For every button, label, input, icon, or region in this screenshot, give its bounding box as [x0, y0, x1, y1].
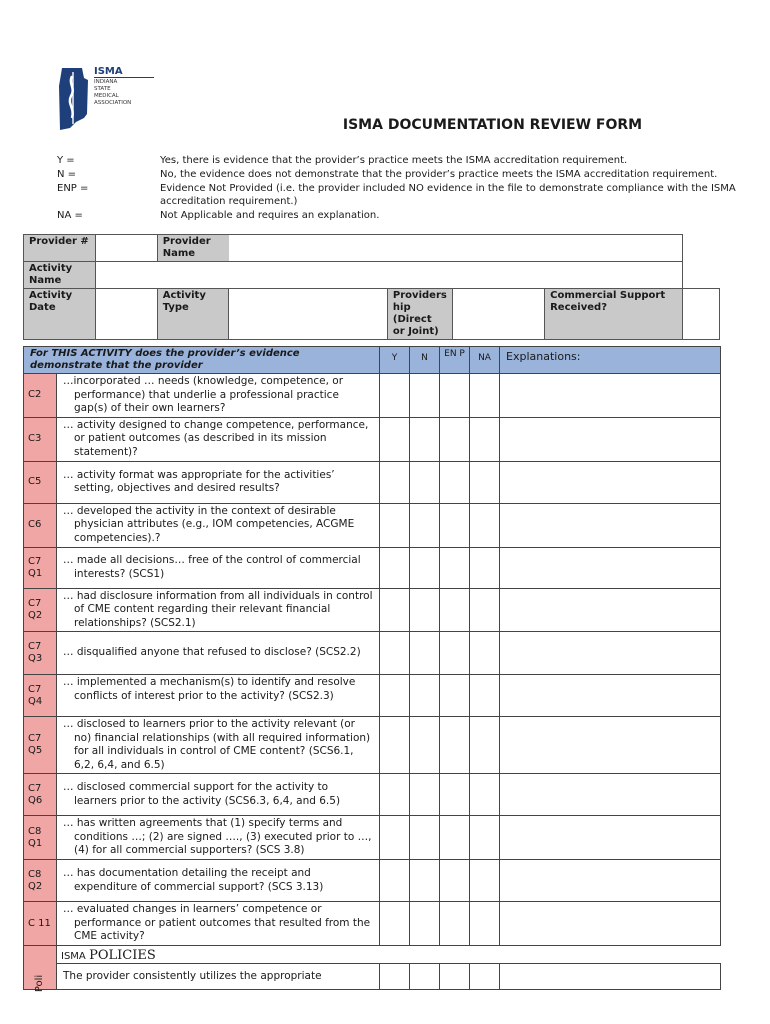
explanations-header: Explanations:: [500, 347, 721, 374]
n-cell[interactable]: [410, 547, 440, 588]
y-cell[interactable]: [380, 588, 410, 632]
table-row: [24, 503, 721, 547]
criterion-code: C8 Q2: [24, 860, 57, 902]
table-row: [24, 547, 721, 588]
na-header: NA: [470, 347, 500, 374]
y-cell[interactable]: [380, 860, 410, 902]
y-cell[interactable]: [380, 461, 410, 503]
enp-cell[interactable]: [440, 816, 470, 860]
table-row: [24, 632, 721, 675]
policies-heading-row: [24, 946, 721, 964]
explanation-cell[interactable]: [500, 461, 721, 503]
na-cell[interactable]: [470, 816, 500, 860]
explanation-cell[interactable]: [500, 860, 721, 902]
y-cell[interactable]: [380, 816, 410, 860]
criterion-text: … activity format was appropriate for the activities’ setting, objectives and desired results?: [57, 461, 380, 503]
criterion-code: C7 Q2: [24, 588, 57, 632]
table-row: [24, 588, 721, 632]
y-cell[interactable]: [380, 717, 410, 774]
explanation-cell[interactable]: [500, 774, 721, 816]
criterion-text: … evaluated changes in learners’ competence or performance or patient outcomes that resulted from the CME activity?: [57, 902, 380, 946]
explanation-cell[interactable]: [500, 902, 721, 946]
criterion-code: C7 Q6: [24, 774, 57, 816]
criterion-text: … activity designed to change competence, performance, or patient outcomes (as described in its mission statement)?: [57, 417, 380, 461]
n-cell[interactable]: [410, 816, 440, 860]
enp-cell[interactable]: [440, 461, 470, 503]
activity-date-field[interactable]: [95, 289, 157, 340]
activity-type-label: Activity Type: [157, 289, 228, 340]
logo-subtext: INDIANA STATE MEDICAL ASSOCIATION: [94, 79, 132, 106]
y-cell[interactable]: [380, 964, 410, 990]
policies-heading: ISMA POLICIES: [61, 947, 156, 963]
enp-cell[interactable]: [440, 860, 470, 902]
enp-cell[interactable]: [440, 675, 470, 717]
activity-info-table: [23, 234, 720, 340]
y-header: Y: [380, 347, 410, 374]
table-row: [24, 860, 721, 902]
na-cell[interactable]: [470, 461, 500, 503]
enp-cell[interactable]: [440, 902, 470, 946]
n-cell[interactable]: [410, 588, 440, 632]
na-cell[interactable]: [470, 774, 500, 816]
criterion-text: … has documentation detailing the receipt and expenditure of commercial support? (SCS 3.13): [57, 860, 380, 902]
y-cell[interactable]: [380, 374, 410, 418]
criterion-text: … disclosed commercial support for the activity to learners prior to the activity (SCS6.3, 6,4, and 6.5): [57, 774, 380, 816]
na-cell[interactable]: [470, 547, 500, 588]
page-title: ISMA DOCUMENTATION REVIEW FORM: [342, 117, 643, 133]
enp-header: EN P: [440, 347, 470, 374]
question-header: For THIS ACTIVITY does the provider’s evidence demonstrate that the provider: [24, 347, 380, 374]
policies-side-label: Poli: [24, 946, 57, 990]
n-cell[interactable]: [410, 717, 440, 774]
commercial-support-label: Commercial Support Received?: [545, 289, 683, 340]
criterion-code: C6: [24, 503, 57, 547]
na-cell[interactable]: [470, 902, 500, 946]
criterion-code: C2: [24, 374, 57, 418]
criterion-text: … made all decisions… free of the control of commercial interests? (SCS1): [57, 547, 380, 588]
enp-cell[interactable]: [440, 503, 470, 547]
criterion-code: C 11: [24, 902, 57, 946]
n-cell[interactable]: [410, 774, 440, 816]
criterion-code: C3: [24, 417, 57, 461]
table-row: [24, 964, 721, 990]
n-cell[interactable]: [410, 461, 440, 503]
table-row: [24, 374, 721, 418]
na-cell[interactable]: [470, 417, 500, 461]
criterion-code: C5: [24, 461, 57, 503]
criterion-text: … had disclosure information from all individuals in control of CME content regarding their relevant financial relationships? (SCS2.1): [57, 588, 380, 632]
criterion-text: … implemented a mechanism(s) to identify and resolve conflicts of interest prior to the activity? (SCS2.3): [57, 675, 380, 717]
explanation-cell[interactable]: [500, 675, 721, 717]
table-row: [24, 816, 721, 860]
y-cell[interactable]: [380, 417, 410, 461]
table-row: [24, 774, 721, 816]
n-cell[interactable]: [410, 964, 440, 990]
criterion-code: C7 Q3: [24, 632, 57, 675]
enp-cell[interactable]: [440, 417, 470, 461]
enp-cell[interactable]: [440, 588, 470, 632]
criterion-text: … has written agreements that (1) specify terms and conditions …; (2) are signed …., (3) executed prior to …, (4) for all commercial supporters? (SCS 3.8): [57, 816, 380, 860]
table-row: [24, 675, 721, 717]
y-cell[interactable]: [380, 503, 410, 547]
commercial-support-field[interactable]: [683, 289, 720, 340]
table-row: [24, 717, 721, 774]
n-cell[interactable]: [410, 374, 440, 418]
explanation-cell[interactable]: [500, 503, 721, 547]
criterion-text: … disqualified anyone that refused to disclose? (SCS2.2): [57, 632, 380, 675]
activity-type-field[interactable]: [229, 289, 388, 340]
enp-cell[interactable]: [440, 632, 470, 675]
explanation-cell[interactable]: [500, 547, 721, 588]
explanation-cell[interactable]: [500, 816, 721, 860]
enp-cell[interactable]: [440, 717, 470, 774]
enp-cell[interactable]: [440, 374, 470, 418]
criterion-text: … disclosed to learners prior to the activity relevant (or no) financial relationships (with all required information) for all individuals in control of CME content? (SCS6.1, 6,2, 6,4, and 6.5): [57, 717, 380, 774]
policy-text: The provider consistently utilizes the appropriate: [57, 964, 380, 990]
explanation-cell[interactable]: [500, 717, 721, 774]
logo-brand: ISMA: [94, 66, 123, 77]
y-cell[interactable]: [380, 547, 410, 588]
y-cell[interactable]: [380, 774, 410, 816]
y-cell[interactable]: [380, 675, 410, 717]
n-cell[interactable]: [410, 632, 440, 675]
table-row: [24, 417, 721, 461]
n-cell[interactable]: [410, 675, 440, 717]
criterion-text: … developed the activity in the context of desirable physician attributes (e.g., IOM competencies, ACGME competencies).?: [57, 503, 380, 547]
enp-cell[interactable]: [440, 774, 470, 816]
na-cell[interactable]: [470, 374, 500, 418]
n-header: N: [410, 347, 440, 374]
criterion-text: …incorporated … needs (knowledge, competence, or performance) that underlie a professional practice gap(s) of their own learners?: [57, 374, 380, 418]
criterion-code: C7 Q1: [24, 547, 57, 588]
na-cell[interactable]: [470, 717, 500, 774]
y-cell[interactable]: [380, 632, 410, 675]
explanation-cell[interactable]: [500, 588, 721, 632]
n-cell[interactable]: [410, 860, 440, 902]
na-cell[interactable]: [470, 675, 500, 717]
provider-number-field[interactable]: [95, 235, 157, 262]
na-cell[interactable]: [470, 588, 500, 632]
activity-name-label: Activity Name: [24, 262, 96, 289]
provider-name-label: Provider Name: [157, 235, 228, 262]
criteria-table: [23, 346, 721, 993]
provider-name-field[interactable]: [229, 235, 683, 262]
na-cell[interactable]: [470, 860, 500, 902]
n-cell[interactable]: [410, 417, 440, 461]
criterion-code: C8 Q1: [24, 816, 57, 860]
n-cell[interactable]: [410, 503, 440, 547]
providership-field[interactable]: [452, 289, 544, 340]
y-cell[interactable]: [380, 902, 410, 946]
explanation-cell[interactable]: [500, 632, 721, 675]
table-row: [24, 461, 721, 503]
table-row: [24, 902, 721, 946]
na-cell[interactable]: [470, 632, 500, 675]
criterion-code: C7 Q5: [24, 717, 57, 774]
enp-cell[interactable]: [440, 964, 470, 990]
explanation-cell[interactable]: [500, 374, 721, 418]
provider-number-label: Provider #: [24, 235, 96, 262]
activity-date-label: Activity Date: [24, 289, 96, 340]
activity-name-field[interactable]: [95, 262, 682, 289]
enp-cell[interactable]: [440, 547, 470, 588]
explanation-cell[interactable]: [500, 964, 721, 990]
explanation-cell[interactable]: [500, 417, 721, 461]
criterion-code: C7 Q4: [24, 675, 57, 717]
na-cell[interactable]: [470, 964, 500, 990]
na-cell[interactable]: [470, 503, 500, 547]
n-cell[interactable]: [410, 902, 440, 946]
providership-label: Providers hip (Direct or Joint): [387, 289, 452, 340]
